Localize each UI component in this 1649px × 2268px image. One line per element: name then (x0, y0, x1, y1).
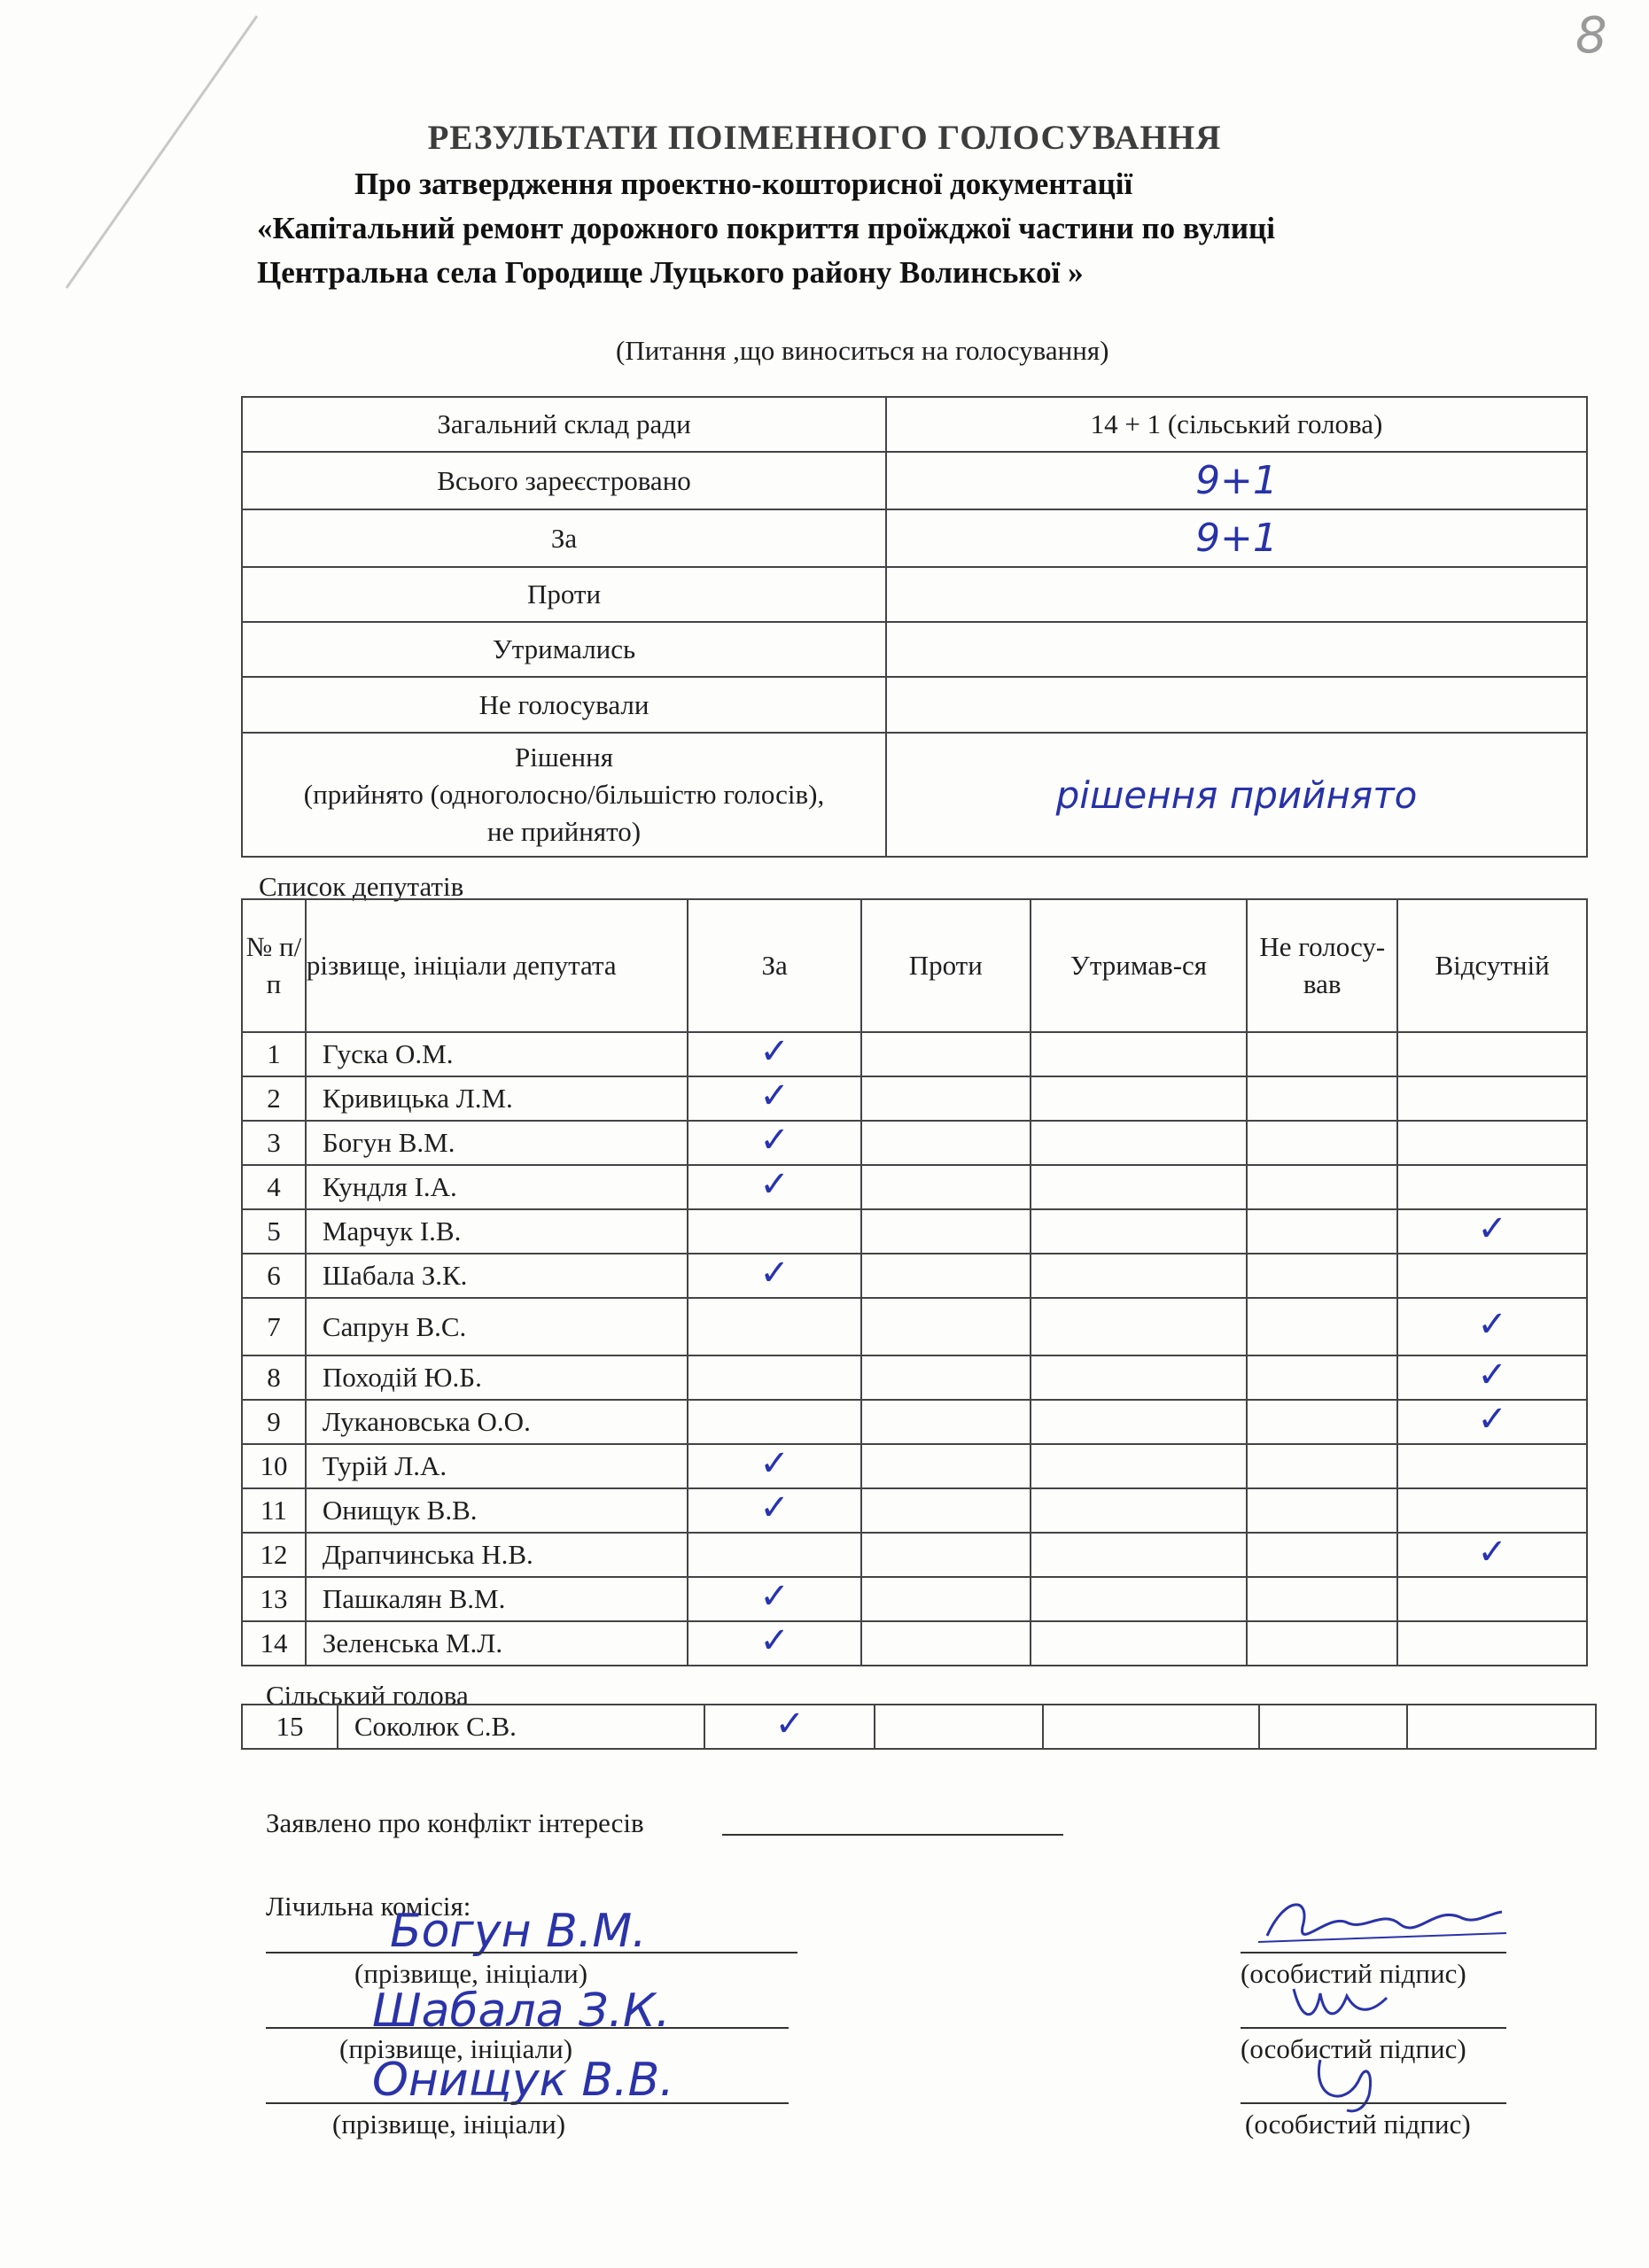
deputy-name: Походій Ю.Б. (306, 1355, 688, 1400)
signature-2-icon (1276, 1971, 1471, 2033)
vote-cell (688, 1121, 861, 1165)
sign-line-1 (1241, 1952, 1506, 1953)
deputy-name: Драпчинська Н.В. (306, 1533, 688, 1577)
head-caption: Сільський голова (266, 1680, 469, 1711)
document-title: РЕЗУЛЬТАТИ ПОІМЕННОГО ГОЛОСУВАННЯ (427, 119, 1222, 157)
deputy-name: Шабала З.К. (306, 1254, 688, 1298)
vote-cell (1397, 1400, 1587, 1444)
commission-name-1: Богун В.М. (390, 1905, 647, 1958)
sign-caption-1: (особистий підпис) (1241, 1958, 1466, 1989)
vote-cell (1397, 1209, 1587, 1254)
vote-cell (688, 1032, 861, 1076)
conflict-line (722, 1834, 1063, 1836)
vote-cell (1031, 1400, 1248, 1444)
deputy-row (242, 1254, 1587, 1298)
deputy-name: Лукановська О.О. (306, 1400, 688, 1444)
page-number: 8 (1575, 7, 1607, 65)
head-proty-cell (875, 1705, 1043, 1749)
commission-caption-1: (прізвище, ініціали) (354, 1958, 588, 1989)
vote-cell (1031, 1577, 1248, 1621)
summary-row (242, 397, 1587, 452)
head-number: 15 (242, 1705, 338, 1749)
summary-label: Рішення (прийнято (одноголосно/більшістю голосів), не прийнято) (242, 733, 886, 857)
vote-cell (688, 1165, 861, 1209)
commission-caption-3: (прізвище, ініціали) (332, 2109, 566, 2140)
deputy-number: 11 (242, 1488, 306, 1533)
check-mark-icon: ✓ (759, 1164, 789, 1205)
commission-label: Лічильна комісія: (266, 1891, 471, 1922)
vote-cell (861, 1488, 1031, 1533)
conflict-label: Заявлено про конфлікт інтересів (266, 1807, 644, 1838)
summary-row (242, 452, 1587, 509)
summary-row (242, 567, 1587, 622)
summary-value (886, 622, 1587, 677)
subtitle-line-2: «Капітальний ремонт дорожного покриття проїжджої частини по вулиці (257, 211, 1275, 245)
deputy-number: 4 (242, 1165, 306, 1209)
deputy-name: Кундля І.А. (306, 1165, 688, 1209)
head-row (242, 1705, 1596, 1749)
check-mark-icon: ✓ (774, 1704, 805, 1744)
commission-line-1 (266, 1952, 797, 1953)
summary-row (242, 622, 1587, 677)
vote-cell (1397, 1621, 1587, 1666)
vote-cell (1247, 1355, 1397, 1400)
question-note: (Питання ,що виноситься на голосування) (616, 335, 1109, 366)
deputy-row (242, 1121, 1587, 1165)
vote-cell (1247, 1577, 1397, 1621)
vote-cell (861, 1209, 1031, 1254)
subtitle-line-1: Про затвердження проектно-кошторисної документації (354, 167, 1133, 201)
col-absent: Відсутній (1397, 899, 1587, 1032)
vote-cell (688, 1533, 861, 1577)
deputy-number: 6 (242, 1254, 306, 1298)
head-za-cell (704, 1705, 875, 1749)
summary-label: Загальний склад ради (242, 397, 886, 452)
check-mark-icon: ✓ (759, 1120, 789, 1161)
summary-row (242, 677, 1587, 733)
vote-cell (1397, 1032, 1587, 1076)
vote-cell (688, 1355, 861, 1400)
deputy-name: Онищук В.В. (306, 1488, 688, 1533)
head-table (241, 1704, 1597, 1750)
vote-cell (1031, 1254, 1248, 1298)
check-mark-icon: ✓ (1477, 1399, 1507, 1440)
check-mark-icon: ✓ (759, 1253, 789, 1293)
vote-cell (1247, 1209, 1397, 1254)
vote-cell (861, 1577, 1031, 1621)
deputy-name: Кривицька Л.М. (306, 1076, 688, 1121)
vote-cell (1397, 1488, 1587, 1533)
vote-cell (861, 1533, 1031, 1577)
check-mark-icon: ✓ (759, 1031, 789, 1072)
deputy-row (242, 1621, 1587, 1666)
check-mark-icon: ✓ (759, 1487, 789, 1528)
vote-cell (688, 1076, 861, 1121)
vote-cell (1397, 1254, 1587, 1298)
sign-line-2 (1241, 2027, 1506, 2029)
vote-cell (1031, 1444, 1248, 1488)
signature-1-icon (1249, 1887, 1515, 1958)
vote-cell (1247, 1533, 1397, 1577)
vote-cell (861, 1400, 1031, 1444)
vote-cell (1247, 1032, 1397, 1076)
vote-cell (1031, 1298, 1248, 1355)
deputy-number: 1 (242, 1032, 306, 1076)
check-mark-icon: ✓ (759, 1576, 789, 1617)
deputies-caption: Список депутатів (259, 871, 464, 902)
vote-cell (1397, 1298, 1587, 1355)
deputy-number: 7 (242, 1298, 306, 1355)
vote-cell (1031, 1533, 1248, 1577)
vote-cell (861, 1076, 1031, 1121)
vote-cell (1247, 1298, 1397, 1355)
vote-cell (861, 1165, 1031, 1209)
vote-cell (1247, 1444, 1397, 1488)
vote-cell (688, 1444, 861, 1488)
vote-cell (1031, 1209, 1248, 1254)
deputy-row (242, 1355, 1587, 1400)
deputy-number: 9 (242, 1400, 306, 1444)
col-number: № п/п (242, 899, 306, 1032)
vote-cell (1247, 1165, 1397, 1209)
vote-cell (1247, 1254, 1397, 1298)
commission-caption-2: (прізвище, ініціали) (339, 2033, 573, 2064)
vote-cell (1397, 1165, 1587, 1209)
deputy-row (242, 1209, 1587, 1254)
check-mark-icon: ✓ (759, 1443, 789, 1484)
vote-cell (688, 1298, 861, 1355)
check-mark-icon: ✓ (759, 1620, 789, 1661)
deputy-row (242, 1577, 1587, 1621)
col-proty: Проти (861, 899, 1031, 1032)
check-mark-icon: ✓ (759, 1076, 789, 1116)
check-mark-icon: ✓ (1477, 1303, 1507, 1345)
col-abstained: Утримав-ся (1031, 899, 1248, 1032)
deputies-header-row (242, 899, 1587, 1032)
vote-cell (688, 1621, 861, 1666)
commission-line-2 (266, 2027, 789, 2029)
vote-cell (1247, 1400, 1397, 1444)
vote-cell (1031, 1488, 1248, 1533)
vote-cell (861, 1032, 1031, 1076)
summary-label: Утримались (242, 622, 886, 677)
summary-value: рішення прийнято (886, 733, 1587, 857)
check-mark-icon: ✓ (1477, 1208, 1507, 1249)
deputy-number: 14 (242, 1621, 306, 1666)
summary-row (242, 733, 1587, 857)
col-not-voted: Не голосу-вав (1247, 899, 1397, 1032)
vote-cell (1031, 1076, 1248, 1121)
commission-name-3: Онищук В.В. (372, 2054, 674, 2107)
check-mark-icon: ✓ (1477, 1355, 1507, 1395)
vote-cell (1397, 1076, 1587, 1121)
deputy-name: Пашкалян В.М. (306, 1577, 688, 1621)
head-name: Соколюк С.В. (338, 1705, 705, 1749)
commission-name-2: Шабала З.К. (372, 1984, 671, 2038)
deputy-row (242, 1533, 1587, 1577)
head-not-voted-cell (1259, 1705, 1408, 1749)
summary-label: Не голосували (242, 677, 886, 733)
deputy-number: 2 (242, 1076, 306, 1121)
deputy-number: 8 (242, 1355, 306, 1400)
deputy-name: Марчук І.В. (306, 1209, 688, 1254)
summary-label: Всього зареєстровано (242, 452, 886, 509)
vote-cell (1247, 1076, 1397, 1121)
deputy-name: Зеленська М.Л. (306, 1621, 688, 1666)
head-abstained-cell (1043, 1705, 1259, 1749)
deputy-row (242, 1032, 1587, 1076)
deputy-name: Сапрун В.С. (306, 1298, 688, 1355)
vote-cell (1247, 1121, 1397, 1165)
vote-cell (1397, 1444, 1587, 1488)
vote-cell (688, 1209, 861, 1254)
deputy-name: Богун В.М. (306, 1121, 688, 1165)
vote-cell (861, 1355, 1031, 1400)
vote-cell (861, 1121, 1031, 1165)
vote-cell (1247, 1621, 1397, 1666)
vote-cell (1247, 1488, 1397, 1533)
vote-cell (1031, 1621, 1248, 1666)
vote-cell (1397, 1533, 1587, 1577)
deputy-number: 13 (242, 1577, 306, 1621)
head-absent-cell (1407, 1705, 1596, 1749)
signature-3-icon (1294, 2047, 1418, 2117)
vote-cell (1397, 1121, 1587, 1165)
vote-cell (861, 1298, 1031, 1355)
deputy-name: Гуска О.М. (306, 1032, 688, 1076)
deputy-row (242, 1165, 1587, 1209)
summary-value: 14 + 1 (сільський голова) (886, 397, 1587, 452)
deputy-row (242, 1076, 1587, 1121)
vote-cell (861, 1621, 1031, 1666)
summary-value: 9+1 (886, 452, 1587, 509)
sign-caption-2: (особистий підпис) (1241, 2033, 1466, 2064)
deputies-table (241, 898, 1588, 1666)
vote-cell (688, 1400, 861, 1444)
summary-table (241, 396, 1588, 858)
vote-cell (1031, 1355, 1248, 1400)
vote-cell (861, 1254, 1031, 1298)
summary-value (886, 677, 1587, 733)
deputy-row (242, 1488, 1587, 1533)
deputy-number: 10 (242, 1444, 306, 1488)
deputy-number: 12 (242, 1533, 306, 1577)
commission-line-3 (266, 2102, 789, 2104)
sign-line-3 (1241, 2102, 1506, 2104)
summary-row (242, 509, 1587, 567)
deputy-row (242, 1298, 1587, 1355)
vote-cell (688, 1577, 861, 1621)
vote-cell (1031, 1032, 1248, 1076)
vote-cell (1397, 1577, 1587, 1621)
deputy-name: Турій Л.А. (306, 1444, 688, 1488)
summary-value (886, 567, 1587, 622)
vote-cell (861, 1444, 1031, 1488)
summary-label: Проти (242, 567, 886, 622)
col-za: За (688, 899, 861, 1032)
col-name: різвище, ініціали депутата (306, 899, 688, 1032)
deputy-number: 5 (242, 1209, 306, 1254)
deputy-row (242, 1400, 1587, 1444)
vote-cell (1397, 1355, 1587, 1400)
vote-cell (688, 1254, 861, 1298)
summary-value: 9+1 (886, 509, 1587, 567)
vote-cell (1031, 1121, 1248, 1165)
deputy-row (242, 1444, 1587, 1488)
check-mark-icon: ✓ (1477, 1532, 1507, 1573)
sign-caption-3: (особистий підпис) (1245, 2109, 1471, 2140)
vote-cell (1031, 1165, 1248, 1209)
vote-cell (688, 1488, 861, 1533)
subtitle-line-3: Центральна села Городище Луцького району Волинської » (257, 255, 1084, 290)
deputy-number: 3 (242, 1121, 306, 1165)
summary-label: За (242, 509, 886, 567)
